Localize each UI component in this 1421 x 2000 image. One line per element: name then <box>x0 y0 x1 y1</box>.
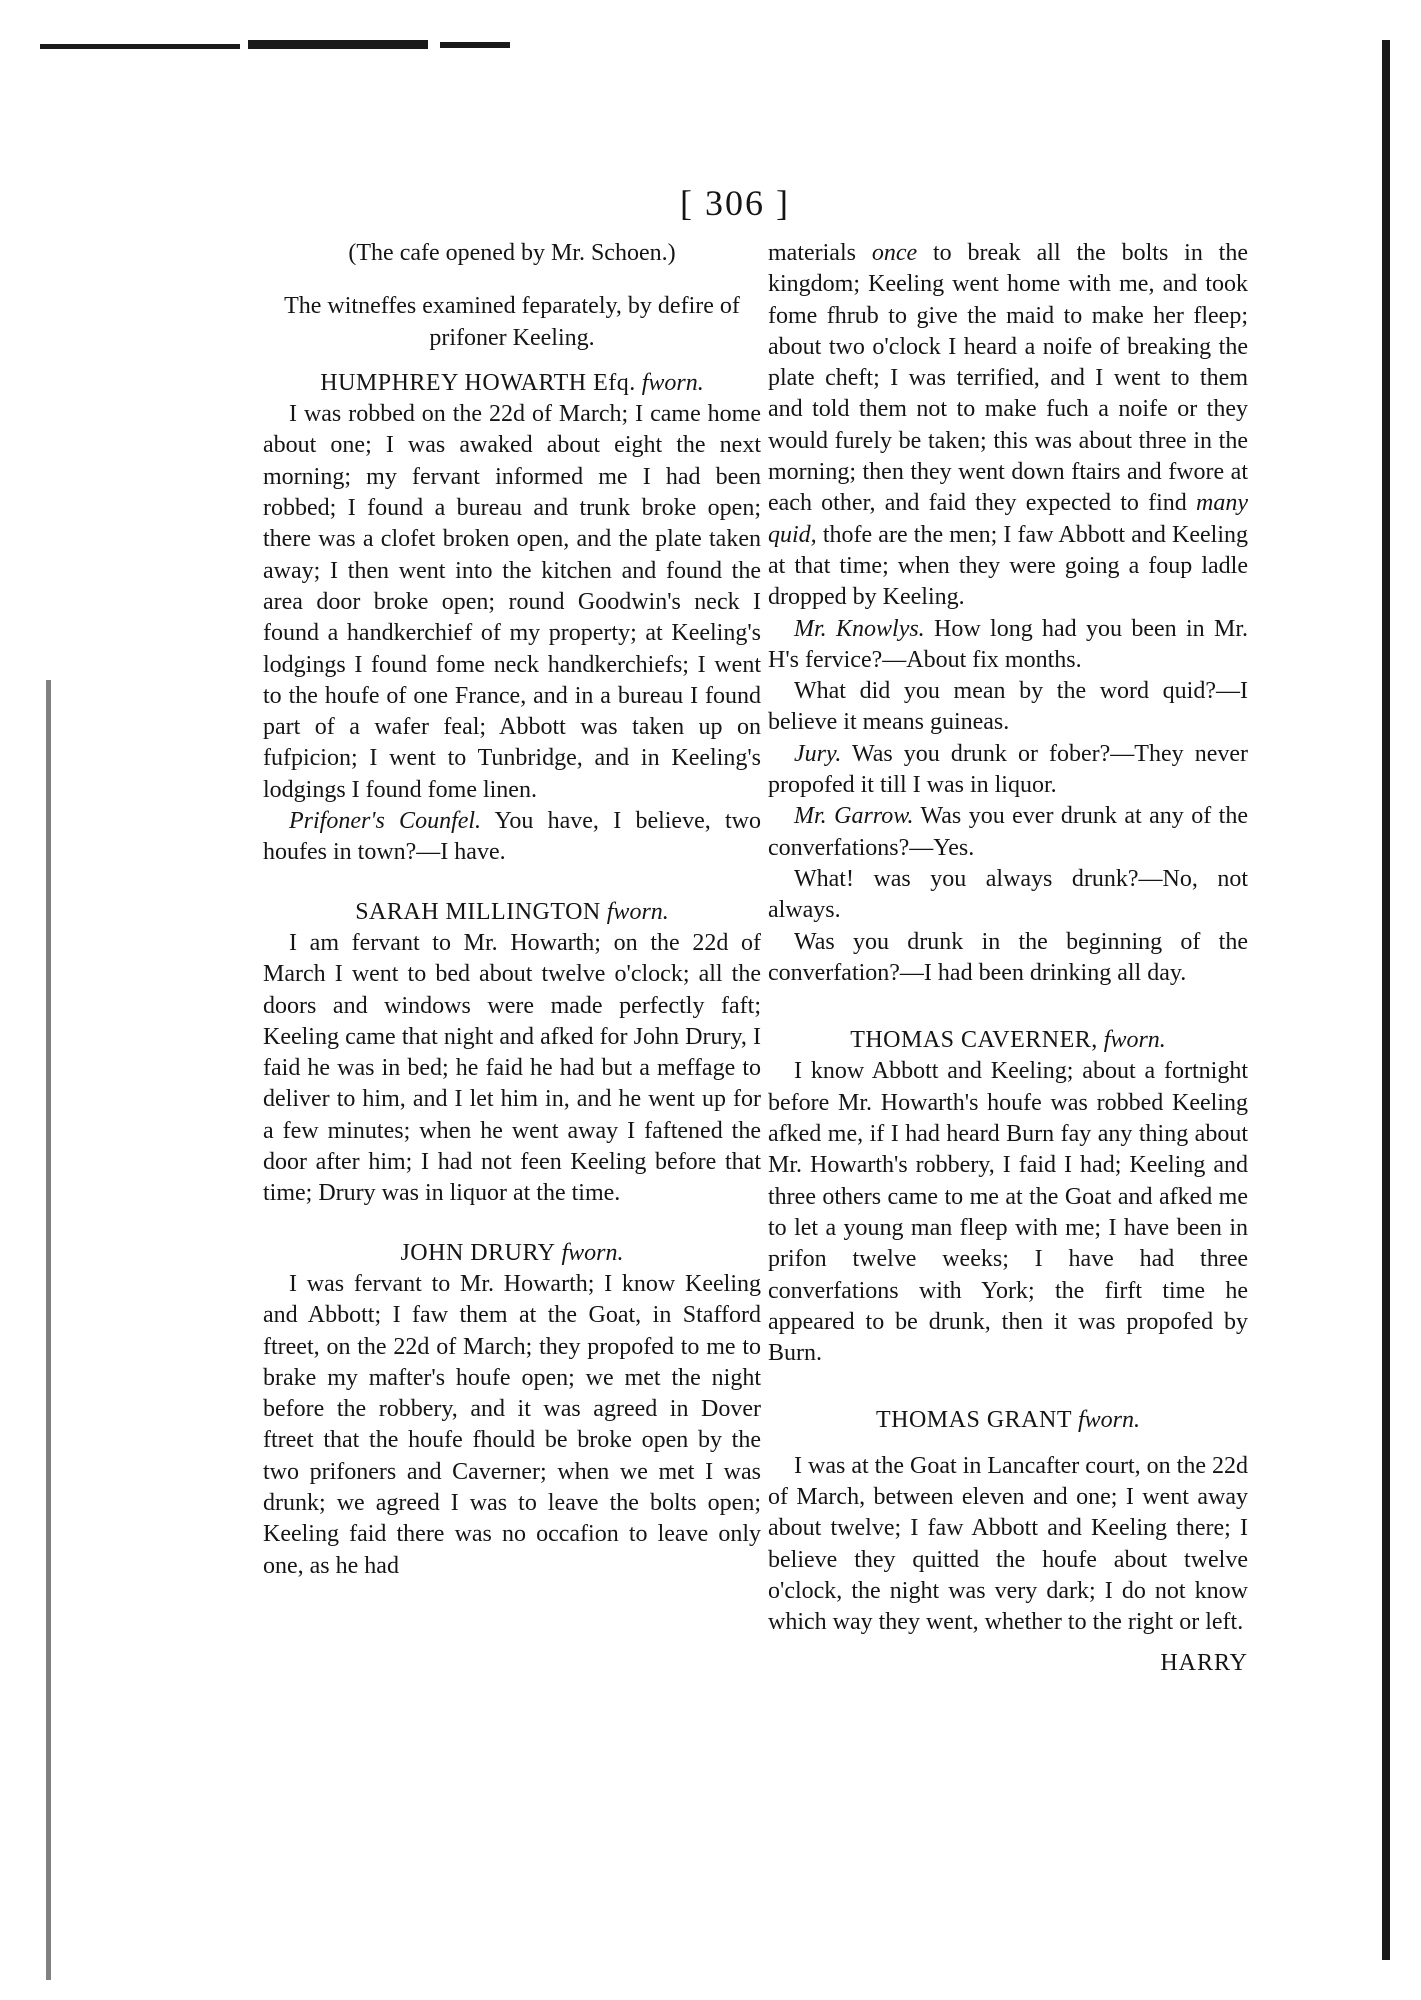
italic-run: once <box>871 240 918 266</box>
page-number: [ 306 ] <box>680 183 790 223</box>
sworn-label: fworn. <box>606 898 669 925</box>
left-column <box>263 238 761 1582</box>
speaker: Mr. Knowlys. <box>794 615 925 642</box>
witness-heading-caverner <box>768 1025 1248 1056</box>
exam-garrow <box>768 801 1248 864</box>
scan-right-edge <box>1382 40 1390 1960</box>
witnesses-note: The witneffes examined feparately, by defire of prifoner Keeling. <box>284 293 740 351</box>
witness-heading-millington <box>263 897 761 928</box>
witness-heading-howarth <box>263 368 761 399</box>
sworn-label: fworn. <box>641 369 704 396</box>
sworn-label: fworn. <box>1103 1027 1166 1054</box>
italic-run: many quid, <box>768 490 1248 548</box>
question-answer: How long had you been in Mr. H's fervice?—About fix months. <box>768 615 1248 673</box>
witness-heading-drury <box>263 1238 761 1269</box>
exam-beginning: Was you drunk in the beginning of the converfation?—I had been drinking all day. <box>768 928 1248 986</box>
witness-name: HUMPHREY HOWARTH Efq. <box>320 369 636 396</box>
sworn-label: fworn. <box>1078 1407 1141 1434</box>
witness-name: THOMAS CAVERNER, <box>850 1027 1098 1054</box>
question-answer: You have, I believe, two houfes in town?—I have. <box>263 808 761 866</box>
exam-knowlys <box>768 614 1248 677</box>
sworn-label: fworn. <box>561 1239 624 1266</box>
witness-name: THOMAS GRANT <box>875 1407 1072 1434</box>
exam-quid: What did you mean by the word quid?—I believe it means guineas. <box>768 678 1248 736</box>
scan-top-dash <box>440 42 510 48</box>
testimony-drury-continued <box>768 238 1248 614</box>
testimony-drury: I was fervant to Mr. Howarth; I know Keeling and Abbott; I faw them at the Goat, in Stafford ftreet, on the 22d of March; they propofed to me to brake my mafter's houfe open; we met the night before the robbery, and it was agreed in Dover ftreet that the houfe fhould be broke open by the two prifoners and Caverner; when we met I was drunk; we agreed I was to leave the bolts open; Keeling faid there was no occafion to leave only one, as he had <box>263 1270 761 1579</box>
speaker: Prifoner's Counfel. <box>289 808 482 835</box>
right-column <box>768 238 1248 1680</box>
scan-top-bar <box>40 44 240 49</box>
case-opened-note: (The cafe opened by Mr. Schoen.) <box>348 240 676 266</box>
cross-exam-howarth <box>263 806 761 869</box>
question-answer: Was you drunk or fober?—They never propofed it till I was in liquor. <box>768 740 1248 799</box>
testimony-grant: I was at the Goat in Lancafter court, on the 22d of March, between eleven and one; I went away about twelve; I faw Abbott and Keeling there; I believe they quitted the houfe about twelve o'clock, the night was very dark; I do not know which way they went, whether to the right or left. <box>768 1452 1248 1636</box>
scan-top-bar-2 <box>248 40 428 49</box>
question-answer: Was you ever drunk at any of the converfations?—Yes. <box>768 803 1248 861</box>
testimony-howarth: I was robbed on the 22d of March; I came home about one; I was awaked about eight the next morning; my fervant informed me I had been robbed; I found a bureau and trunk broke open; there was a clofet broken open, and the plate taken away; I then went into the kitchen and found the area door broke open; round Goodwin's neck I found a handkerchief of my property; at Keeling's lodgings I found fome neck handkerchiefs; I went to the houfe of one France, and in a bureau I found part of a wafer feal; Abbott was taken up on fufpicion; I went to Tunbridge, and in Keeling's lodgings I found fome linen. <box>263 401 761 803</box>
scan-left-edge <box>46 680 51 1980</box>
catchword: HARRY <box>1160 1650 1248 1677</box>
speaker: Jury. <box>794 740 842 767</box>
testimony-caverner: I know Abbott and Keeling; about a fortnight before Mr. Howarth's houfe was robbed Keeling afked me, if I had heard Burn fay any thing about Mr. Howarth's robbery, I faid I had; Keeling and three others came to me at the Goat and afked me to let a young man fleep with me; I have been in prifon twelve weeks; I have had three converfations with York; the firft time he appeared to be drunk, then it was propofed by Burn. <box>768 1058 1248 1367</box>
exam-jury <box>768 739 1248 802</box>
witness-heading-grant <box>768 1405 1248 1436</box>
speaker: Mr. Garrow. <box>794 803 914 830</box>
testimony-millington: I am fervant to Mr. Howarth; on the 22d of March I went to bed about twelve o'clock; all the doors and windows were made perfectly faft; Keeling came that night and afked for John Drury, I faid he was in bed; he faid he had but a meffage to deliver to him, and I let him in, and he went up for a few minutes; when he went away I faftened the door after him; I had not feen Keeling before that time; Drury was in liquor at the time. <box>263 929 761 1207</box>
text-run: thofe are the men; I faw Abbott and Keeling at that time; when they were going a foup ladle dropped by Keeling. <box>768 521 1248 611</box>
text-run: to break all the bolts in the kingdom; Keeling went home with me, and took fome fhrub to give the maid to make her fleep; about two o'clock I heard a noife of breaking the plate cheft; I was terrified, and I went to them and told them not to make fuch a noife or they would furely be taken; this was about three in the morning; then they went down ftairs and fwore at each other, and faid they expected to find <box>768 240 1248 517</box>
text-run: materials <box>768 240 872 266</box>
witness-name: SARAH MILLINGTON <box>355 898 601 925</box>
witness-name: JOHN DRURY <box>400 1239 556 1266</box>
exam-always-drunk: What! was you always drunk?—No, not always. <box>768 865 1248 924</box>
